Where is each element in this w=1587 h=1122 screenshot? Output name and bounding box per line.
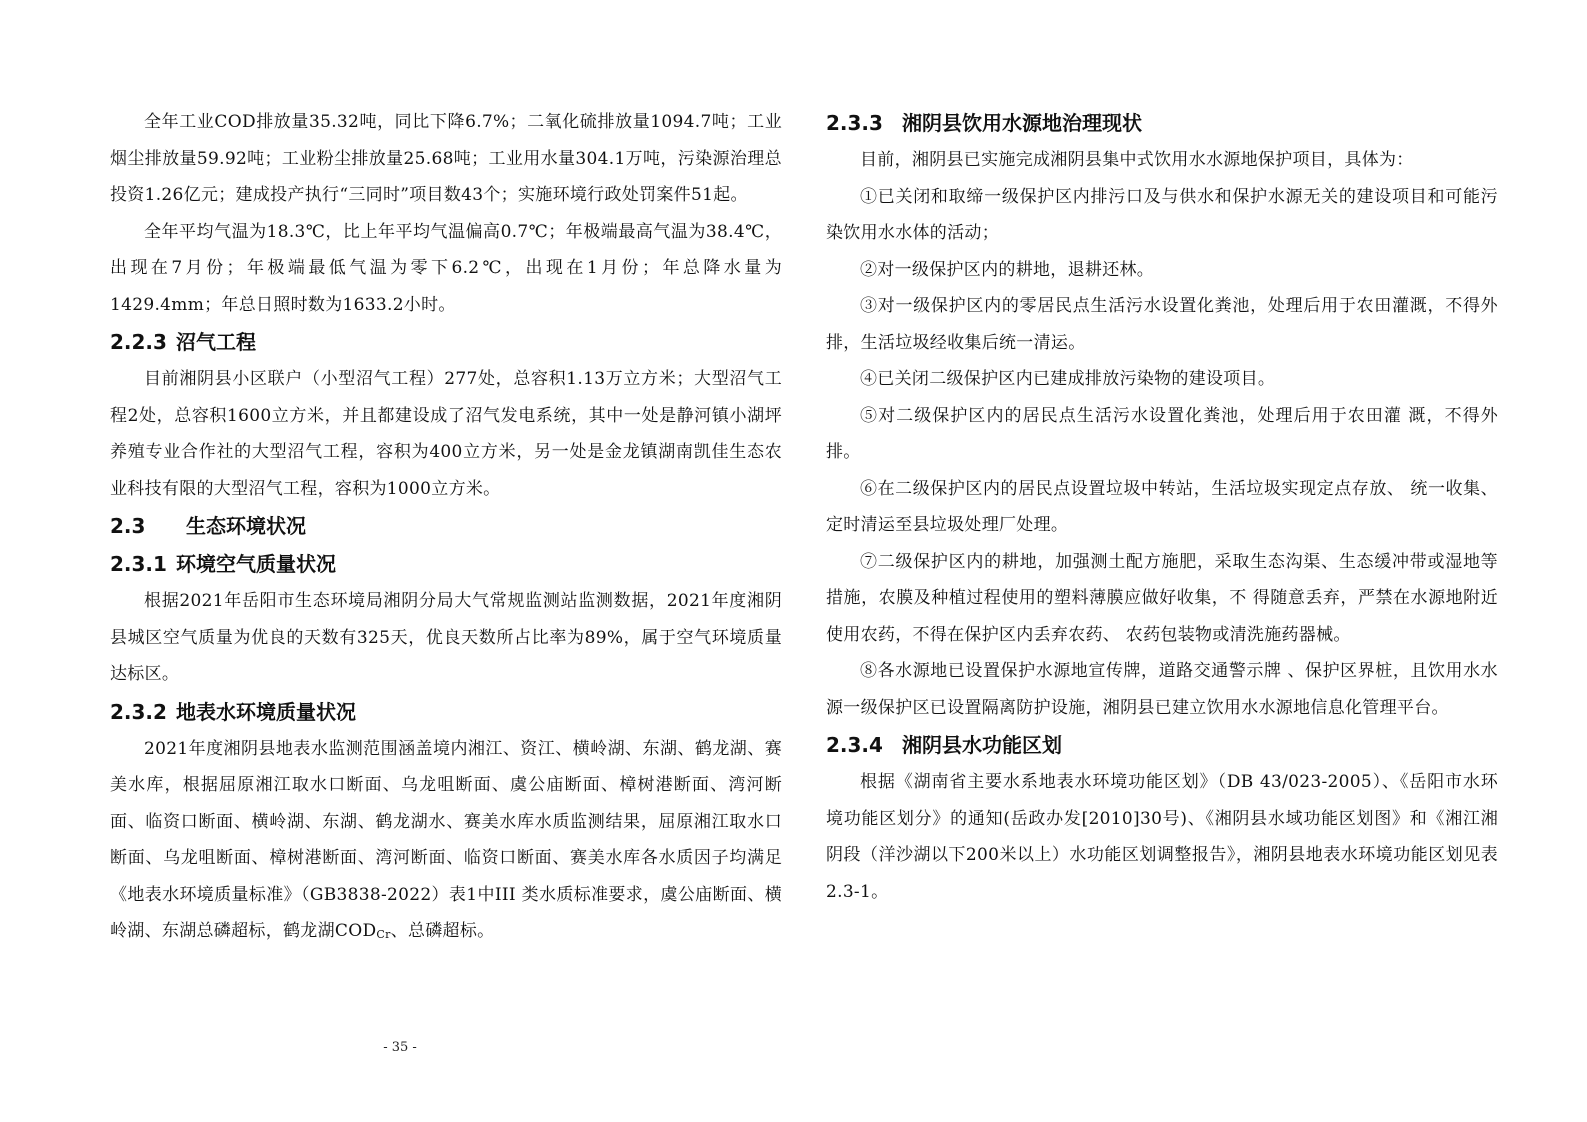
right-column	[826, 104, 1498, 910]
list-item: ①已关闭和取缔一级保护区内排污口及与供水和保护水源无关的建设项目和可能污染饮用水水体的活动；	[826, 186, 1498, 243]
heading-2-3-4	[826, 726, 1498, 764]
paragraph-water-function: 根据《湖南省主要水系地表水环境功能区划》（DB 43/023-2005）、《岳阳市水环境功能区划分》的通知(岳政办发[2010]30号)、《湘阴县水域功能区划图》和《湘江湘阴段（洋沙湖以下200米以上）水功能区划调整报告》，湘阴县地表水环境功能区划见表2.3-1。	[826, 772, 1498, 902]
list-item: ⑦二级保护区内的耕地，加强测土配方施肥，采取生态沟渠、生态缓冲带或湿地等措施，农膜及种植过程使用的塑料薄膜应做好收集，不 得随意丢弃，严禁在水源地附近使用农药，不得在保护区内丢弃农药、 农药包装物或清洗施药器械。	[826, 551, 1498, 645]
heading-number: 2.3.1	[110, 552, 167, 576]
heading-2-3-2	[110, 693, 782, 731]
surface-water-text: 2021年度湘阴县地表水监测范围涵盖境内湘江、资江、横岭湖、东湖、鹤龙湖、赛美水库，根据屈原湘江取水口断面、乌龙咀断面、虞公庙断面、樟树港断面、湾河断面、临资口断面、横岭湖、东湖、鹤龙湖水、赛美水库水质监测结果，屈原湘江取水口断面、乌龙咀断面、樟树港断面、湾河断面、临资口断面、赛美水库各水质因子均满足《地表水环境质量标准》（GB3838-2022）表1中III 类水质标准要求，虞公庙断面、横岭湖、东湖总磷超标，鹤龙湖COD	[110, 738, 782, 941]
paragraph-surface-water	[110, 731, 782, 950]
heading-title: 沼气工程	[176, 330, 256, 354]
list-item: ③对一级保护区内的零居民点生活污水设置化粪池，处理后用于农田灌溉，不得外排，生活垃圾经收集后统一清运。	[826, 296, 1498, 353]
heading-number: 2.2.3	[110, 330, 167, 354]
list-item: ⑥在二级保护区内的居民点设置垃圾中转站，生活垃圾实现定点存放、 统一收集、定时清运至县垃圾处理厂处理。	[826, 478, 1498, 535]
cod-subscript: Cr	[376, 928, 391, 941]
heading-2-3	[110, 507, 782, 545]
heading-number: 2.3.2	[110, 699, 167, 724]
heading-title: 地表水环境质量状况	[176, 699, 356, 724]
heading-title: 湘阴县饮用水源地治理现状	[902, 111, 1142, 135]
paragraph-air-quality: 根据2021年岳阳市生态环境局湘阴分局大气常规监测站监测数据，2021年度湘阴县城区空气质量为优良的天数有325天，优良天数所占比率为89%，属于空气环境质量达标区。	[110, 591, 782, 684]
heading-2-3-3	[826, 104, 1498, 142]
paragraph-climate: 全年平均气温为18.3℃，比上年平均气温偏高0.7℃；年极端最高气温为38.4℃，出现在7月份；年极端最低气温为零下6.2℃，出现在1月份；年总降水量为1429.4mm；年总日照时数为1633.2小时。	[110, 221, 782, 315]
list-item: ②对一级保护区内的耕地，退耕还林。	[860, 259, 1155, 280]
paragraph-intro: 目前，湘阴县已实施完成湘阴县集中式饮用水水源地保护项目，具体为：	[860, 150, 1414, 170]
list-item: ⑤对二级保护区内的居民点生活污水设置化粪池，处理后用于农田灌 溉，不得外排。	[826, 405, 1498, 462]
paragraph-emissions: 全年工业COD排放量35.32吨，同比下降6.7%；二氧化硫排放量1094.7吨；工业烟尘排放量59.92吨；工业粉尘排放量25.68吨；工业用水量304.1万吨，污染源治理总投资1.26亿元；建成投产执行“三同时”项目数43个；实施环境行政处罚案件51起。	[110, 112, 782, 205]
heading-number: 2.3.4	[826, 733, 883, 757]
heading-title: 湘阴县水功能区划	[902, 733, 1062, 757]
left-column	[110, 104, 782, 950]
surface-water-tail: 、总磷超标。	[390, 921, 495, 941]
heading-title: 生态环境状况	[186, 514, 306, 538]
heading-2-3-1	[110, 545, 782, 583]
list-item: ④已关闭二级保护区内已建成排放污染物的建设项目。	[860, 369, 1276, 389]
heading-title: 环境空气质量状况	[176, 552, 336, 576]
heading-2-2-3	[110, 323, 782, 361]
list-item: ⑧各水源地已设置保护水源地宣传牌，道路交通警示牌 、保护区界桩，且饮用水水源一级保护区已设置隔离防护设施，湘阴县已建立饮用水水源地信息化管理平台。	[826, 661, 1498, 718]
page-number: - 35 -	[383, 1040, 417, 1055]
heading-number: 2.3.3	[826, 111, 883, 135]
paragraph-biogas: 目前湘阴县小区联户（小型沼气工程）277处，总容积1.13万立方米；大型沼气工程2处，总容积1600立方米，并且都建设成了沼气发电系统，其中一处是静河镇小湖坪养殖专业合作社的大型沼气工程，容积为400立方米，另一处是金龙镇湖南凯佳生态农业科技有限的大型沼气工程，容积为1000立方米。	[110, 369, 782, 499]
heading-number: 2.3	[110, 514, 146, 538]
